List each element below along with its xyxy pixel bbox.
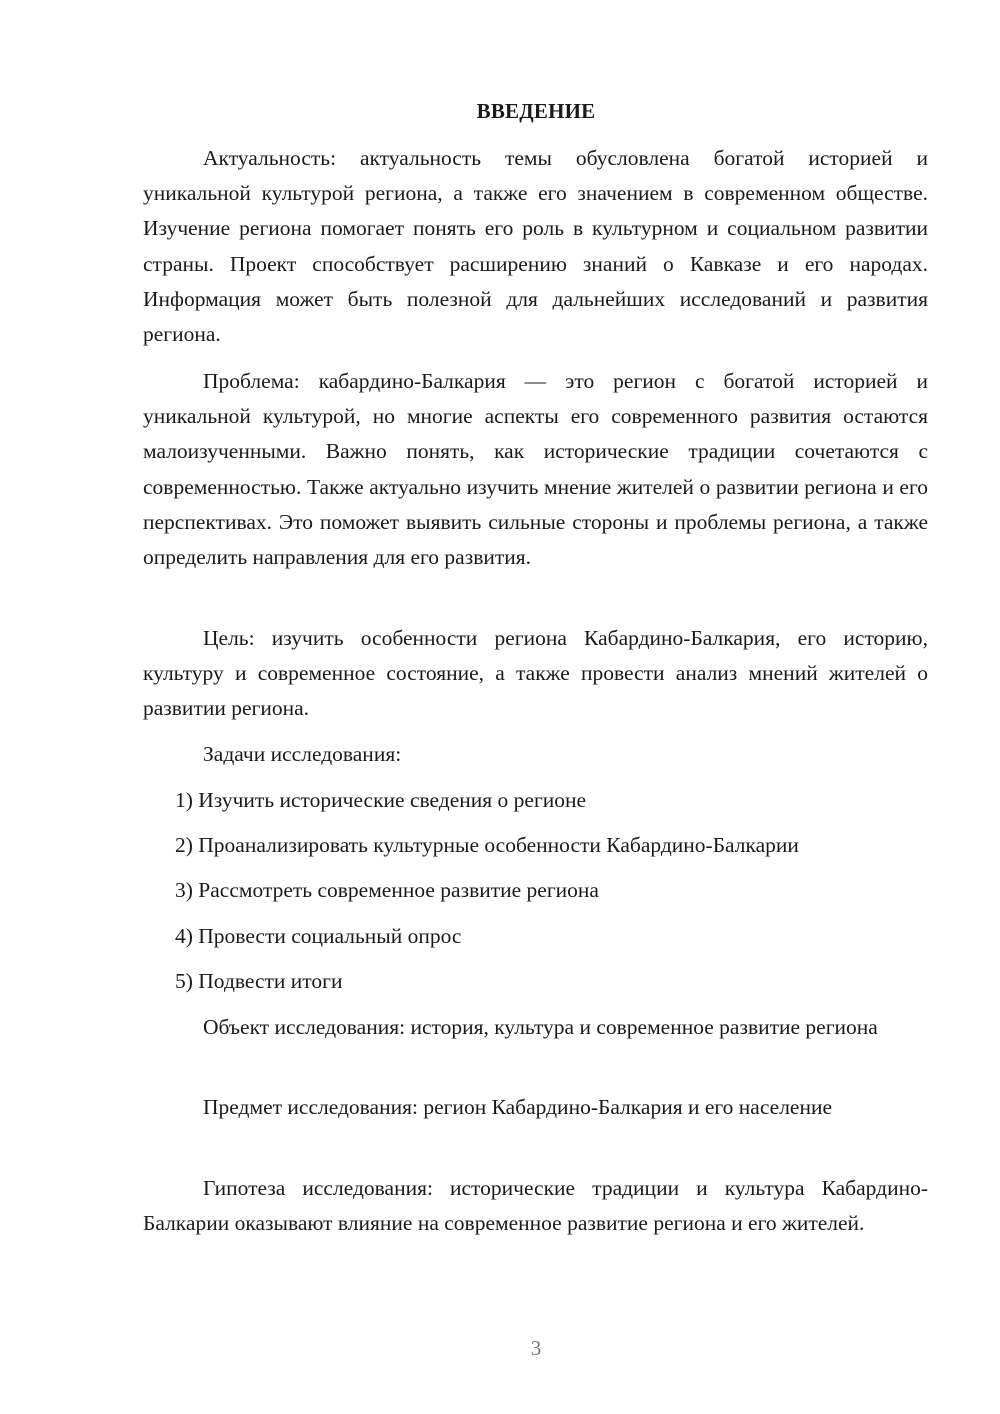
relevance-paragraph: Актуальность: актуальность темы обусловлена богатой историей и уникальной культурой региона, а также его значением в современном обществе. Изучение региона помогает понять его роль в культурном и социальном развитии страны. Проект способствует расширению знаний о Кавказе и его народах. Информация может быть полезной для дальнейших исследований и развития региона. (143, 146, 928, 347)
task-item: 1) Изучить исторические сведения о регионе (175, 788, 587, 812)
page-number: 3 (530, 1336, 542, 1360)
subject-paragraph: Предмет исследования: регион Кабардино-Балкария и его население (203, 1095, 833, 1119)
hypothesis-paragraph: Гипотеза исследования: исторические традиции и культура Кабардино-Балкарии оказывают влияние на современное развитие региона и его жителей. (143, 1176, 928, 1236)
problem-paragraph: Проблема: кабардино-Балкария — это регион с богатой историей и уникальной культурой, но многие аспекты его современного развития остаются малоизученными. Важно понять, как исторические традиции сочетаются с современностью. Также актуально изучить мнение жителей о развитии региона и его перспективах. Это поможет выявить сильные стороны и проблемы региона, а также определить направления для его развития. (143, 369, 928, 570)
task-item: 2) Проанализировать культурные особенности Кабардино-Балкарии (175, 833, 799, 857)
task-item: 3) Рассмотреть современное развитие региона (175, 878, 599, 902)
task-item: 5) Подвести итоги (175, 969, 343, 993)
object-paragraph: Объект исследования: история, культура и современное развитие региона (203, 1015, 878, 1039)
page-title: ВВЕДЕНИЕ (476, 99, 596, 123)
task-item: 4) Провести социальный опрос (175, 924, 462, 948)
tasks-title: Задачи исследования: (203, 742, 402, 766)
goal-paragraph: Цель: изучить особенности региона Кабардино-Балкария, его историю, культуру и современное состояние, а также провести анализ мнений жителей о развитии региона. (143, 626, 928, 721)
